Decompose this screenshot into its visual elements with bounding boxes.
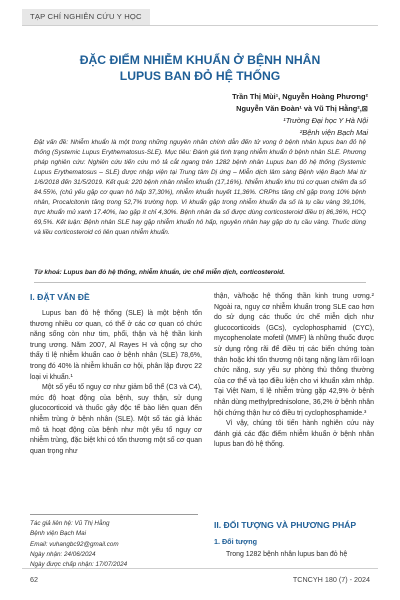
affiliation-2: ²Bệnh viện Bạch Mai	[299, 128, 368, 137]
footnote-institution: Bệnh viện Bạch Mai	[30, 530, 87, 538]
author-block	[232, 91, 368, 139]
title-line-1: ĐẶC ĐIỂM NHIỄM KHUẨN Ở BỆNH NHÂN	[79, 53, 321, 67]
footnote-divider	[30, 514, 198, 515]
header-divider	[22, 25, 378, 26]
footnote-received: Ngày nhận: 24/06/2024	[30, 550, 96, 558]
keywords-divider	[34, 282, 366, 283]
left-column	[30, 309, 202, 457]
intro-paragraph-1: Lupus ban đỏ hệ thống (SLE) là một bệnh tổn thương nhiều cơ quan, có thể ở các cơ quan có chức năng sống còn như tim, phổi, thận và hệ thần kinh trung ương. Năm 2007, Al Rayes H và cộng sự cho thấy tỉ lệ nhiễm khuẩn cao ở bệnh nhân (SLE) 78,6%, trong đó 40% là nhiễm khuẩn cơ hội, phân lập được 22 loại vi khuẩn.¹	[30, 310, 202, 381]
intro-paragraph-4: Vì vậy, chúng tôi tiến hành nghiên cứu này đánh giá các đặc điểm nhiễm khuẩn ở bệnh nhân lupus ban đỏ hệ thống.	[214, 420, 374, 449]
footnote-email: Email: vuhangbc92@gmail.com	[30, 540, 119, 548]
intro-paragraph-3: thận, và/hoặc hệ thống thần kinh trung ương.² Ngoài ra, nguy cơ nhiễm khuẩn trong SLE cao hơn do sử dụng các thuốc ức chế miễn dịch như glucocorticoids (GCs), cyclophosphamid (CYC), mycophenolate mofetil (MMF) là những thuốc được sử dụng rộng rãi để điều trị các biến chứng toàn thân hoặc khi tổn thương nội tạng nặng làm rối loạn chức năng, suy yếu sự phòng thủ thông thường của cơ thể và tạo điều kiện cho vi khuẩn xâm nhập. Tại Việt Nam, tỉ lệ nhiễm trùng gặp 42,9% ở bệnh nhân dùng methylprednisolone, 36,2% ở bệnh nhân hội chứng thận hư có điều trị cyclophosphamide.³	[214, 293, 374, 417]
right-column	[214, 292, 374, 451]
methods-paragraph-1: Trong 1282 bệnh nhân lupus ban đỏ hệ	[226, 551, 348, 558]
journal-citation: TCNCYH 180 (7) - 2024	[292, 575, 370, 584]
section-heading-intro: I. ĐẶT VẤN ĐỀ	[30, 292, 90, 302]
affiliation-1: ¹Trường Đại học Y Hà Nội	[283, 116, 368, 125]
intro-paragraph-2: Một số yếu tố nguy cơ như giảm bổ thể (C3 và C4), mức độ hoạt động của bệnh, suy thận, sử dụng glucocorticoid và thuốc gây độc tế bào liên quan đến nhiễm trùng ở bệnh nhân (SLE). Một số tác giả khác mô tả hoạt động của bệnh như một yếu tố nguy cơ nhiễm trùng, đặc biệt khi có tổn thương một số cơ quan quan trọng như	[30, 384, 202, 455]
author-line-2: Nguyễn Văn Đoàn¹ và Vũ Thị Hằng²,⊠	[236, 104, 368, 113]
page-header	[0, 0, 400, 26]
title-line-2: LUPUS BAN ĐỎ HỆ THỐNG	[119, 68, 281, 83]
journal-tab: TẠP CHÍ NGHIÊN CỨU Y HỌC	[22, 9, 150, 25]
footnote-author: Tác giả liên hệ: Vũ Thị Hằng	[30, 520, 110, 527]
section-heading-methods: II. ĐỐI TƯỢNG VÀ PHƯƠNG PHÁP	[214, 520, 357, 530]
correspondence-footnote	[30, 519, 202, 570]
footer-divider	[22, 568, 378, 569]
subsection-heading-subjects: 1. Đối tượng	[214, 537, 258, 546]
page-number: 62	[30, 575, 38, 584]
article-title	[30, 53, 370, 84]
keywords: Từ khoá: Lupus ban đỏ hệ thống, nhiễm khuẩn, ức chế miễn dịch, corticosteroid.	[34, 269, 285, 276]
abstract: Đặt vấn đề: Nhiễm khuẩn là một trong những nguyên nhân chính dẫn đến tử vong ở bệnh nhân lupus ban đỏ hệ thống (Systemic Lupus Erythematosus-SLE). Mục tiêu: Đánh giá tình trạng nhiễm khuẩn ở bệnh nhân SLE. Phương pháp nghiên cứu: Nghiên cứu tiến cứu mô tả cắt ngang trên 1282 bệnh nhân Lupus ban đỏ hệ thống (Systemic Lupus Erythematosus – SLE) được nhập viện tại Trung tâm Dị ứng – Miễn dịch lâm sàng Bệnh viện Bạch Mai từ 1/6/2018 đến 31/5/2019. Kết quả: 220 bệnh nhân nhiễm khuẩn (17,16%). Nhiễm khuẩn khu trú cơ quan chiếm đa số 84.55%, (chủ yếu gặp cơ quan hô hấp 37,30%), nhiễm khuẩn huyết 11,36%. CRPhs tăng chỉ gặp trong 10% bệnh nhân, Procalcitonin tăng trong 52,7% trường hợp. Vi khuẩn gặp trong nhiễm khuẩn đa số là tụ cầu vàng 39,10%, trực khuẩn mủ xanh 17.40%, lao gặp ít chỉ 4,30%. Bệnh nhân đa số được dùng corticosteroid điều trị 86,36%, HCQ 69,5%. Kết luận: Bệnh nhân SLE hay gặp nhiễm khuẩn hô hấp, nguyên nhân hay gặp do tụ cầu vàng. Thuốc dùng và liều corticosteroid có liên quan nhiễm khuẩn.	[34, 139, 366, 237]
footnote-accepted: Ngày được chấp nhận: 17/07/2024	[30, 561, 128, 569]
author-line-1: Trần Thị Mùi¹, Nguyễn Hoàng Phương²	[232, 92, 368, 101]
